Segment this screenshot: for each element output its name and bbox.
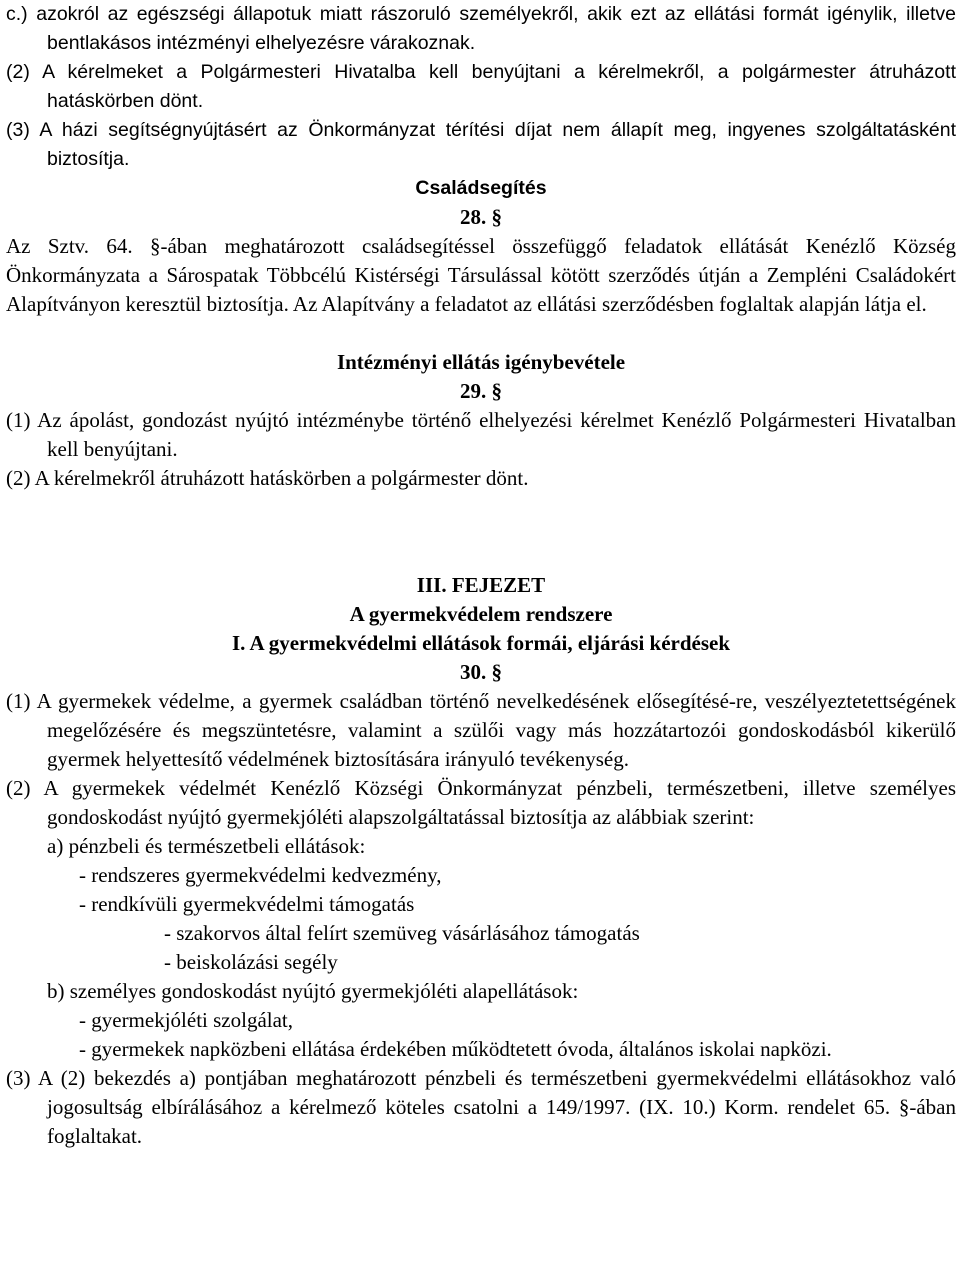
item-c-text: c.) azokról az egészségi állapotuk miatt rászoruló személyekről, akik ezt az ellátási formát igénylik, illetve bentlakásos intézményi elhelyezésre várakoznak. xyxy=(6,3,956,54)
paragraph-29-1: (1) Az ápolást, gondozást nyújtó intézménybe történő elhelyezési kérelmet Kenézlő Polgármesteri Hivatalban kell benyújtani. xyxy=(6,408,956,461)
paragraph-29-2: (2) A kérelmekről átruházott hatáskörben a polgármester dönt. xyxy=(6,466,529,490)
chapter-title: III. FEJEZET xyxy=(416,573,546,597)
document-page xyxy=(6,0,956,1151)
list-subitem: - szakorvos által felírt szemüveg vásárlásához támogatás xyxy=(164,921,640,945)
paragraph-30-2: (2) A gyermekek védelmét Kenézlő Községi Önkormányzat pénzbeli, természetbeni, illetve személyes gondoskodást nyújtó gyermekjóléti alapszolgáltatással biztosítja az alábbiak szerint: xyxy=(6,776,956,829)
section-number: 29. xyxy=(460,379,487,403)
spacer xyxy=(6,493,956,571)
section-sign: § xyxy=(491,660,502,684)
list-item: - rendkívüli gyermekvédelmi támogatás xyxy=(79,892,415,916)
spacer xyxy=(6,319,956,348)
section-number: 30. xyxy=(460,660,487,684)
paragraph-30-1: (1) A gyermekek védelme, a gyermek családban történő nevelkedésének elősegítésé-re, veszélyeztetettségének megelőzésére és megszüntetésre, valamint a szülői vagy más hozzátartozói gondoskodásból kikerülő gyermek helyettesítő védelmének biztosítására irányuló tevékenység. xyxy=(6,689,956,771)
paragraph-30-3: (3) A (2) bekezdés a) pontjában meghatározott pénzbeli és természetbeni gyermekvédelmi ellátásokhoz való jogosultság elbírálásához a kérelmező köteles csatolni a 149/1997. (IX. 10.) Korm. rendelet 65. §-ában foglaltakat. xyxy=(6,1066,956,1148)
section-29-heading: Intézményi ellátás igénybevétele xyxy=(336,350,626,374)
section-28-heading: Családsegítés xyxy=(415,177,547,199)
list-a xyxy=(6,832,956,977)
section-28-number xyxy=(6,203,956,232)
list-b-heading: b) személyes gondoskodást nyújtó gyermekjóléti alapellátások: xyxy=(47,979,579,1003)
section-29-number xyxy=(6,377,956,406)
list-item: - gyermekjóléti szolgálat, xyxy=(79,1008,294,1032)
section-sign: § xyxy=(491,379,502,403)
chapter-subtitle: A gyermekvédelem rendszere xyxy=(349,602,613,626)
list-a-heading: a) pénzbeli és természetbeli ellátások: xyxy=(47,834,366,858)
list-item: - gyermekek napközbeni ellátása érdekében működtetett óvoda, általános iskolai napközi. xyxy=(79,1037,832,1061)
section-28-text: Az Sztv. 64. §-ában meghatározott családsegítéssel összefüggő feladatok ellátását Kenézlő Község Önkormányzata a Sárospatak Többcélú Kistérségi Társulással kötött szerződés útján a Zempléni Családokért Alapítványon keresztül biztosítja. Az Alapítvány a feladatot az ellátási szerződésben foglaltak alapján látja el. xyxy=(6,234,956,316)
section-number: 28. xyxy=(460,205,487,229)
paragraph-27-3: (3) A házi segítségnyújtásért az Önkormányzat térítési díjat nem állapít meg, ingyenes szolgáltatásként biztosítja. xyxy=(6,119,956,170)
list-subitem: - beiskolázási segély xyxy=(164,950,338,974)
section-sign: § xyxy=(491,205,502,229)
list-b xyxy=(6,977,956,1064)
list-item: - rendszeres gyermekvédelmi kedvezmény, xyxy=(79,863,442,887)
section-30-number xyxy=(6,658,956,687)
paragraph-27-2: (2) A kérelmeket a Polgármesteri Hivatalba kell benyújtani a kérelmekről, a polgármester átruházott hatáskörben dönt. xyxy=(6,61,956,112)
chapter-part: I. A gyermekvédelmi ellátások formái, eljárási kérdések xyxy=(231,631,731,655)
